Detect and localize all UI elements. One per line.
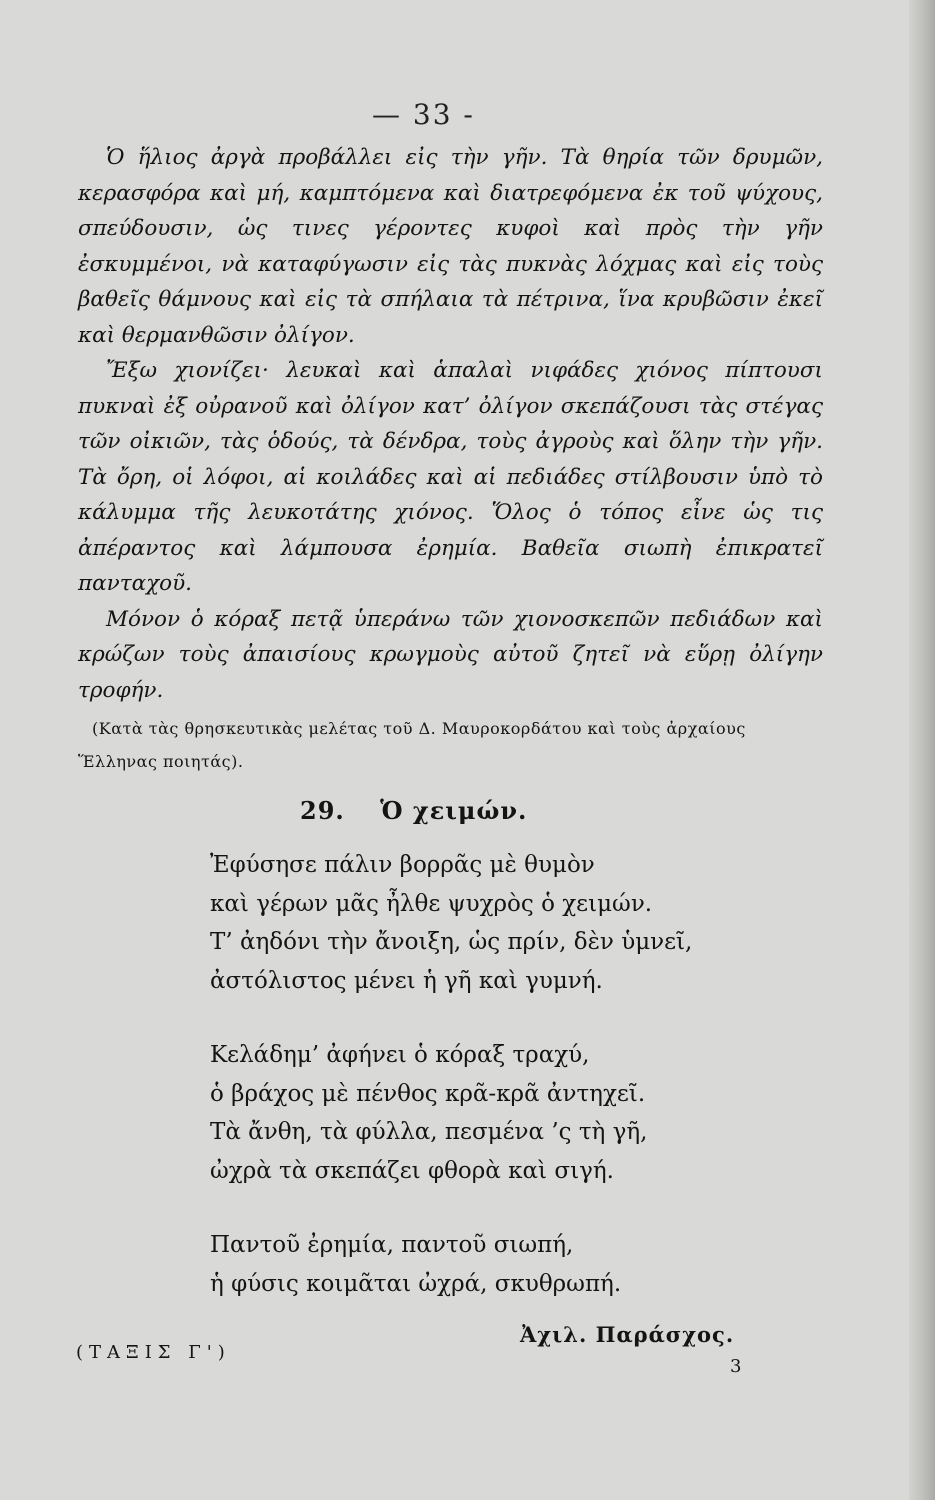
page-number: — 33 - <box>372 98 475 131</box>
source-note: (Κατὰ τὰς θρησκευτικὰς μελέτας τοῦ Δ. Μαυροκορδάτου καὶ τοὺς ἀρχαίους Ἕλληνας ποιητάς). <box>78 719 746 771</box>
poem-line: Παντοῦ ἐρημία, παντοῦ σιωπή, <box>210 1232 574 1258</box>
footer-signature-number: 3 <box>730 1356 742 1377</box>
prose-paragraph: Ἔξω χιονίζει· λευκαὶ καὶ ἁπαλαὶ νιφάδες χιόνος πίπτουσι πυκναὶ ἐξ οὐρανοῦ καὶ ὀλίγον κατ’ ὀλίγον σκεπάζουσι τὰς στέγας τῶν οἰκιῶν, τὰς ὁδούς, τὰ δένδρα, τοὺς ἀγροὺς καὶ ὅλην τὴν γῆν. Τὰ ὄρη, οἱ λόφοι, αἱ κοιλάδες καὶ αἱ πεδιάδες στίλβουσιν ὑπὸ τὸ κάλυμμα τῆς λευκοτάτης χιόνος. Ὅλος ὁ τόπος εἶνε ὡς τις ἀπέραντος καὶ λάμπουσα ἐρημία. Βαθεῖα σιωπὴ ἐπικρατεῖ πανταχοῦ. <box>78 358 823 596</box>
prose-text <box>78 140 823 708</box>
poem-line: Τ’ ἀηδόνι τὴν ἄνοιξη, ὡς πρίν, δὲν ὑμνεῖ, <box>210 929 693 955</box>
poem-title: Ὁ χειμών. <box>380 796 528 825</box>
poem-line: ἀστόλιστος μένει ἡ γῆ καὶ γυμνή. <box>210 967 603 994</box>
poem-heading <box>300 796 527 825</box>
prose-paragraph: Ὁ ἥλιος ἀργὰ προβάλλει εἰς τὴν γῆν. Τὰ θηρία τῶν δρυμῶν, κερασφόρα καὶ μή, καμπτόμενα καὶ διατρεφόμενα ἐκ τοῦ ψύχους, σπεύδουσιν, ὡς τινες γέροντες κυφοὶ καὶ πρὸς τὴν γῆν ἐσκυμμένοι, νὰ καταφύγωσιν εἰς τὰς πυκνὰς λόχμας καὶ εἰς τοὺς βαθεῖς θάμνους καὶ εἰς τὰ σπήλαια τὰ πέτρινα, ἵνα κρυβῶσιν ἐκεῖ καὶ θερμανθῶσιν ὀλίγον. <box>78 145 823 348</box>
poem-stanza <box>210 1226 730 1303</box>
poem-line: Κελάδημ’ ἀφήνει ὁ κόραξ τραχύ, <box>210 1042 590 1068</box>
prose-paragraph: Μόνον ὁ κόραξ πετᾷ ὑπεράνω τῶν χιονοσκεπῶν πεδιάδων καὶ κρώζων τοὺς ἀπαισίους κρωγμοὺς αὐτοῦ ζητεῖ νὰ εὕρῃ ὀλίγην τροφήν. <box>78 606 823 703</box>
poem <box>210 846 730 1339</box>
poem-author: Ἀχιλ. Παράσχος. <box>520 1322 735 1347</box>
poem-number: 29. <box>300 796 345 825</box>
poem-line: Ἐφύσησε πάλιν βορρᾶς μὲ θυμὸν <box>210 852 595 878</box>
poem-stanza <box>210 1036 730 1190</box>
poem-stanza <box>210 846 730 1000</box>
poem-line: Τὰ ἄνθη, τὰ φύλλα, πεσμένα ’ς τὴ γῆ, <box>210 1119 648 1145</box>
page-edge-shadow <box>909 0 935 1500</box>
footer-signature: (ΤΑΞΙΣ Γ') <box>76 1342 231 1363</box>
poem-line: ὁ βράχος μὲ πένθος κρᾶ-κρᾶ ἀντηχεῖ. <box>210 1080 646 1107</box>
poem-line: ὠχρὰ τὰ σκεπάζει φθορὰ καὶ σιγή. <box>210 1157 614 1184</box>
poem-line: καὶ γέρων μᾶς ἦλθε ψυχρὸς ὁ χειμών. <box>210 890 653 917</box>
poem-line: ἡ φύσις κοιμᾶται ὠχρά, σκυθρωπή. <box>210 1270 622 1297</box>
